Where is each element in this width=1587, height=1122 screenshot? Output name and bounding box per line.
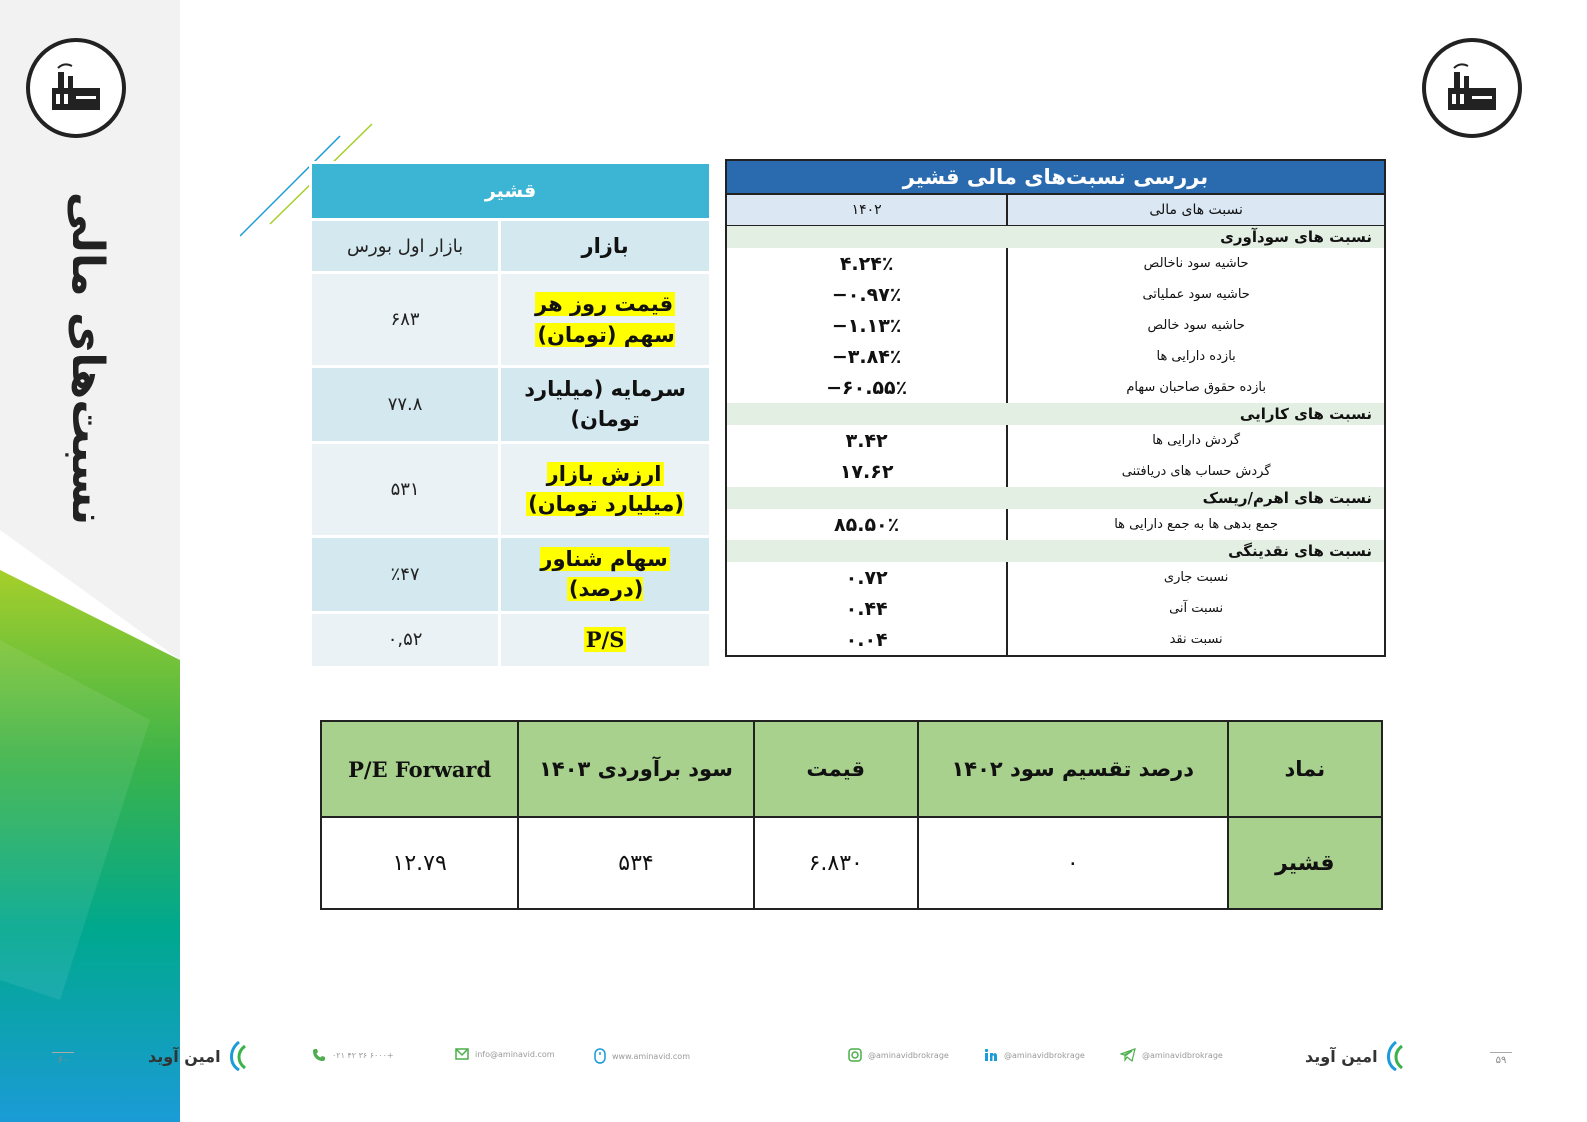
section-title: نسبت های اهرم/ریسک [726, 487, 1385, 509]
ratio-name: نسبت جاری [1007, 562, 1385, 593]
email-icon [455, 1048, 469, 1060]
side-title: نسبت‌های مالی [62, 191, 114, 525]
brand-logo-icon [1382, 1040, 1408, 1072]
info-label: P/S [585, 626, 625, 652]
footer-email[interactable]: info@aminavid.com [455, 1048, 555, 1060]
section-title: نسبت های نقدینگی [726, 540, 1385, 562]
table-row [321, 817, 1382, 909]
section-title: نسبت های سودآوری [726, 226, 1385, 249]
pe-header-cell: قیمت [754, 721, 918, 817]
web-icon [594, 1048, 606, 1064]
info-label: ارزش بازار (میلیارد تومان) [528, 461, 684, 517]
table-row [311, 367, 711, 443]
table-row [726, 562, 1385, 593]
factory-logo-icon [1422, 38, 1522, 138]
pe-dividend-cell: ۰ [918, 817, 1228, 909]
pe-eps-cell: ۵۳۴ [518, 817, 753, 909]
footer-instagram[interactable]: @aminavidbrokrage [848, 1048, 949, 1062]
info-label: بازار [500, 220, 711, 273]
table-row [726, 341, 1385, 372]
pe-header-row [321, 721, 1382, 817]
pe-price-cell: ۶.۸۳۰ [754, 817, 918, 909]
footer-telegram[interactable]: @aminavidbrokrage [1120, 1048, 1223, 1062]
ratio-value: −۱.۱۳٪ [831, 314, 902, 337]
table-row [311, 536, 711, 612]
linkedin-icon [984, 1048, 998, 1062]
table-row [726, 310, 1385, 341]
ratio-value: −۳.۸۴٪ [831, 345, 902, 368]
info-value: بازار اول بورس [311, 220, 500, 273]
info-value: ٪۴۷ [311, 536, 500, 612]
ratio-value: ۰.۷۲ [845, 566, 888, 589]
brand-logo-right [1305, 1040, 1408, 1072]
page-number-left: ۶۰ [52, 1052, 74, 1066]
table-row [726, 593, 1385, 624]
ratios-title: بررسی نسبت‌های مالی قشیر [726, 160, 1385, 194]
ratio-value: ۰.۰۴ [845, 628, 888, 651]
ratio-name: گردش دارایی ها [1007, 425, 1385, 456]
factory-logo-icon [26, 38, 126, 138]
phone-icon [312, 1048, 326, 1062]
table-row [726, 456, 1385, 487]
col-year-header: ۱۴۰۲ [726, 194, 1007, 226]
col-name-header: نسبت های مالی [1007, 194, 1385, 226]
table-row [311, 220, 711, 273]
info-label: قیمت روز هر سهم (تومان) [535, 292, 675, 347]
info-value: ۶۸۳ [311, 273, 500, 367]
green-gradient-shape [0, 0, 180, 1122]
section-row [726, 487, 1385, 509]
info-value: ۷۷.۸ [311, 367, 500, 443]
telegram-icon [1120, 1048, 1136, 1062]
pe-header-cell: سود برآوردی ۱۴۰۳ [518, 721, 753, 817]
table-row [726, 624, 1385, 656]
table-row [726, 509, 1385, 540]
company-info-table [309, 161, 712, 669]
ratio-name: جمع بدهی ها به جمع دارایی ها [1007, 509, 1385, 540]
pe-ratio-cell: ۱۲.۷۹ [321, 817, 518, 909]
section-row [726, 540, 1385, 562]
section-title: نسبت های کارایی [726, 403, 1385, 425]
table-row [726, 372, 1385, 403]
info-value: ۰,۵۲ [311, 612, 500, 667]
brand-name: امین آوید [148, 1046, 221, 1066]
left-sidebar-decoration [0, 0, 180, 1122]
pe-header-cell: P/E Forward [321, 721, 518, 817]
footer-phone[interactable]: ۰۲۱ ۴۲ ۳۶ ۶۰۰۰+ [312, 1048, 394, 1062]
page-number-right: ۵۹ [1490, 1052, 1512, 1066]
ratio-value: ۳.۴۲ [845, 429, 888, 452]
table-row [311, 273, 711, 367]
pe-header-cell: نماد [1228, 721, 1382, 817]
info-value: ۵۳۱ [311, 442, 500, 536]
brand-name: امین آوید [1305, 1046, 1378, 1066]
ratio-value: ۸۵.۵۰٪ [834, 513, 900, 536]
table-row [726, 248, 1385, 279]
ratios-subheader [726, 194, 1385, 226]
ratio-value: −۰.۹۷٪ [831, 283, 902, 306]
section-row [726, 226, 1385, 249]
ratio-value: −۶۰.۵۵٪ [826, 376, 908, 399]
ratio-value: ۱۷.۶۲ [839, 460, 894, 483]
pe-header-cell: درصد تقسیم سود ۱۴۰۲ [918, 721, 1228, 817]
table-row [311, 442, 711, 536]
info-label: سهام شناور (درصد) [540, 546, 668, 602]
ratio-name: بازده دارایی ها [1007, 341, 1385, 372]
table-row [726, 279, 1385, 310]
table-row [311, 612, 711, 667]
pe-forward-table [320, 720, 1383, 910]
pe-symbol-cell: قشیر [1228, 817, 1382, 909]
info-table-header: قشیر [311, 163, 711, 220]
table-row [726, 425, 1385, 456]
section-row [726, 403, 1385, 425]
ratio-name: حاشیه سود ناخالص [1007, 248, 1385, 279]
instagram-icon [848, 1048, 862, 1062]
financial-ratios-table [725, 159, 1386, 657]
ratio-name: نسبت آنی [1007, 593, 1385, 624]
ratio-name: نسبت نقد [1007, 624, 1385, 656]
ratio-name: بازده حقوق صاحبان سهام [1007, 372, 1385, 403]
info-label: سرمایه (میلیارد تومان) [500, 367, 711, 443]
ratio-value: ۰.۴۴ [845, 597, 888, 620]
ratio-value: ۴.۲۴٪ [839, 252, 894, 275]
footer-linkedin[interactable]: @aminavidbrokrage [984, 1048, 1085, 1062]
footer-web[interactable]: www.aminavid.com [594, 1048, 690, 1064]
brand-logo-icon [225, 1040, 251, 1072]
ratio-name: حاشیه سود عملیاتی [1007, 279, 1385, 310]
brand-logo-left [148, 1040, 251, 1072]
ratio-name: گردش حساب های دریافتنی [1007, 456, 1385, 487]
ratio-name: حاشیه سود خالص [1007, 310, 1385, 341]
